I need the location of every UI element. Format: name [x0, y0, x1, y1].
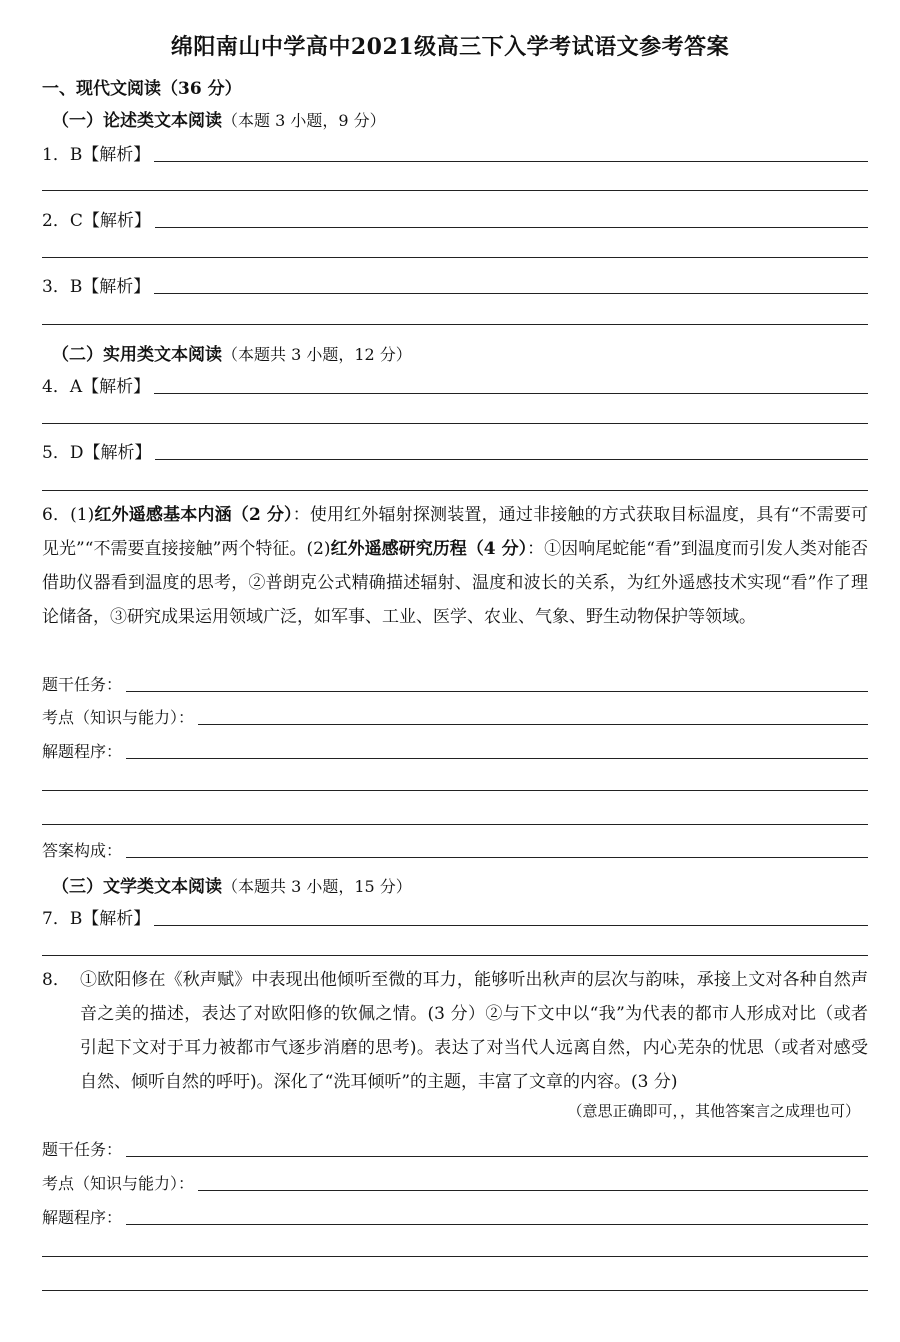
answer-line[interactable] — [42, 423, 868, 424]
q6-task-row — [42, 672, 868, 695]
answer-composition-label: 答案构成： — [42, 841, 123, 860]
q8-point-row — [42, 1171, 868, 1194]
q8-note: （意思正确即可，，其他答案言之成理也可） — [567, 1102, 860, 1120]
q6-point1-text: ：使用红外辐射探测装置，通过非接触的方式获取目标温度，具有“不需要可见光”“不需要直接接触”两个特征。(2) — [42, 505, 868, 559]
answer-line[interactable] — [42, 490, 868, 491]
q8-task-row — [42, 1137, 868, 1160]
question-7-label: 7．B【解析】 — [42, 909, 151, 929]
answer-line[interactable] — [42, 1256, 868, 1257]
question-6-answer — [42, 498, 868, 634]
answer-line[interactable] — [154, 924, 868, 926]
answer-line[interactable] — [155, 458, 868, 460]
q6-point2-heading: 红外遥感研究历程（4 分） — [330, 539, 528, 559]
answer-line[interactable] — [155, 226, 868, 228]
answer-line[interactable] — [126, 1155, 868, 1157]
point-label: 考点（知识与能力）： — [42, 708, 195, 727]
q8-process-row — [42, 1205, 868, 1228]
process-label: 解题程序： — [42, 742, 123, 761]
part1-note: （本题 3 小题，9 分） — [222, 111, 386, 130]
question-3-row — [42, 272, 868, 297]
answer-line[interactable] — [198, 723, 868, 725]
answer-line[interactable] — [126, 757, 868, 759]
page-title: 绵阳南山中学高中2021级高三下入学考试语文参考答案 — [170, 34, 730, 60]
question-4-row — [42, 372, 868, 397]
question-2-row — [42, 206, 868, 231]
question-5-row — [42, 438, 868, 463]
part1-heading-row — [52, 106, 386, 131]
answer-line[interactable] — [198, 1189, 868, 1191]
question-8-number: 8． — [42, 970, 70, 990]
q6-point2-text: ：①因响尾蛇能“看”到温度而引发人类对能否借助仪器看到温度的思考，②普朗克公式精确描述辐射、温度和波长的关系，为红外遥感技术实现“看”作了理论储备，③研究成果运用领域广泛，如军事、工业、医学、农业、气象、野生动物保护等领域。 — [42, 539, 868, 627]
part3-heading-row — [52, 872, 412, 897]
part2-heading-row — [52, 340, 412, 365]
answer-line[interactable] — [42, 955, 868, 956]
part3-note: （本题共 3 小题，15 分） — [222, 877, 412, 896]
task-label: 题干任务： — [42, 1140, 123, 1159]
answer-line[interactable] — [42, 190, 868, 191]
q6-answer-row — [42, 838, 868, 861]
answer-line[interactable] — [42, 257, 868, 258]
answer-line[interactable] — [42, 790, 868, 791]
q6-point1-heading: 红外遥感基本内涵（2 分） — [94, 505, 293, 525]
question-3-label: 3．B【解析】 — [42, 277, 151, 297]
answer-line[interactable] — [154, 392, 868, 394]
question-1-row — [42, 140, 868, 165]
answer-line[interactable] — [42, 824, 868, 825]
point-label: 考点（知识与能力）： — [42, 1174, 195, 1193]
answer-line[interactable] — [126, 690, 868, 692]
q6-process-row — [42, 739, 868, 762]
part3-heading: （三）文学类文本阅读 — [52, 877, 222, 897]
task-label: 题干任务： — [42, 675, 123, 694]
answer-line[interactable] — [42, 324, 868, 325]
question-4-label: 4．A【解析】 — [42, 377, 151, 397]
answer-line[interactable] — [154, 292, 868, 294]
q6-point-row — [42, 705, 868, 728]
answer-line[interactable] — [126, 1223, 868, 1225]
answer-line[interactable] — [126, 856, 868, 858]
question-1-label: 1．B【解析】 — [42, 145, 151, 165]
part1-heading: （一）论述类文本阅读 — [52, 111, 222, 131]
question-6-number: 6．(1) — [42, 505, 95, 525]
section1-heading: 一、现代文阅读（36 分） — [42, 79, 242, 99]
answer-line[interactable] — [154, 160, 868, 162]
question-8-answer: ①欧阳修在《秋声赋》中表现出他倾听至微的耳力，能够听出秋声的层次与韵味，承接上文对各种自然声音之美的描述，表达了对欧阳修的钦佩之情。(3 分）②与下文中以“我”为代表的都市人形成对比（或者引起下文对于耳力被都市气逐步消磨的思考)。表达了对当代人远离自然，内心芜杂的忧思（或者对感受自然、倾听自然的呼吁)。深化了“洗耳倾听”的主题，丰富了文章的内容。(3 分) — [80, 970, 868, 1092]
question-7-row — [42, 904, 868, 929]
part2-heading: （二）实用类文本阅读 — [52, 345, 222, 365]
answer-line[interactable] — [42, 1290, 868, 1291]
question-2-label: 2．C【解析】 — [42, 211, 151, 231]
part2-note: （本题共 3 小题，12 分） — [222, 345, 412, 364]
process-label: 解题程序： — [42, 1208, 123, 1227]
question-5-label: 5．D【解析】 — [42, 443, 152, 463]
